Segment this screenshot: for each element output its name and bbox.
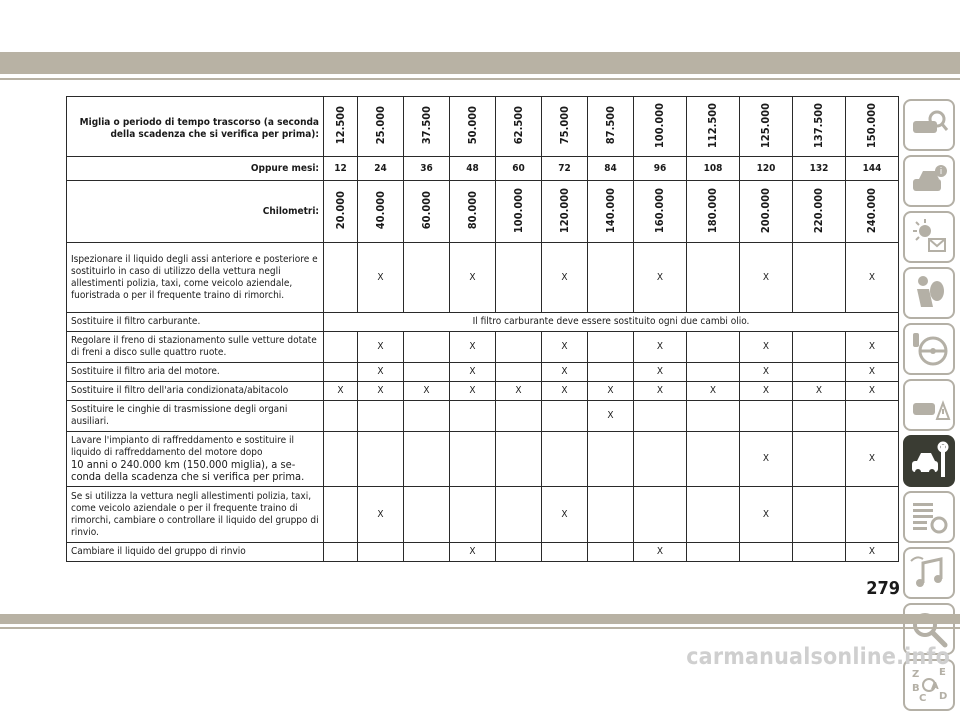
interval-mark (324, 401, 358, 432)
months-cell: 60 (496, 157, 542, 181)
interval-mark (404, 363, 450, 382)
km-cell: 220.000 (793, 181, 846, 243)
interval-mark (324, 487, 358, 543)
chapter-tab[interactable] (903, 491, 955, 543)
interval-mark (687, 243, 740, 313)
interval-mark: X (634, 543, 687, 562)
interval-mark: X (846, 243, 899, 313)
interval-mark (496, 543, 542, 562)
interval-mark: X (846, 543, 899, 562)
miles-cell: 112.500 (687, 97, 740, 157)
miles-cell: 12.500 (324, 97, 358, 157)
interval-mark (634, 487, 687, 543)
miles-cell: 150.000 (846, 97, 899, 157)
interval-mark (358, 401, 404, 432)
service-description: Sostituire le cinghie di trasmissione degli organi ausiliari. (67, 401, 324, 432)
interval-mark (588, 363, 634, 382)
interval-mark (740, 401, 793, 432)
interval-mark (793, 332, 846, 363)
km-cell: 200.000 (740, 181, 793, 243)
interval-mark: X (542, 382, 588, 401)
svg-text:C: C (919, 693, 927, 704)
interval-mark: X (740, 363, 793, 382)
maintenance-schedule-table (66, 96, 899, 562)
months-cell: 36 (404, 157, 450, 181)
service-description: Cambiare il liquido del gruppo di rinvio (67, 543, 324, 562)
interval-mark (588, 487, 634, 543)
svg-text:i: i (939, 167, 943, 177)
chapter-tab[interactable] (903, 211, 955, 263)
interval-mark (687, 487, 740, 543)
miles-header-label: Miglia o periodo di tempo trascorso (a seconda della scadenza che si verifica per prima): (67, 97, 324, 157)
service-description: Se si utilizza la vettura negli allestimenti polizia, taxi, come veicolo aziendale o per il frequente traino di rimorchi, cambiare o controllare il liquido del gruppo di rinvio. (67, 487, 324, 543)
interval-mark (687, 543, 740, 562)
footer-band (0, 614, 960, 624)
km-cell: 60.000 (404, 181, 450, 243)
svg-text:Z: Z (912, 669, 920, 680)
schedule-row (67, 401, 899, 432)
interval-mark (404, 543, 450, 562)
interval-mark: X (740, 382, 793, 401)
months-header-label: Oppure mesi: (67, 157, 324, 181)
interval-mark (793, 487, 846, 543)
interval-mark (588, 543, 634, 562)
miles-cell: 25.000 (358, 97, 404, 157)
interval-mark (687, 432, 740, 487)
miles-cell: 62.500 (496, 97, 542, 157)
chapter-tab[interactable] (903, 267, 955, 319)
interval-mark (740, 543, 793, 562)
km-cell: 40.000 (358, 181, 404, 243)
interval-mark (358, 543, 404, 562)
interval-mark (588, 332, 634, 363)
chapter-tab[interactable] (903, 547, 955, 599)
interval-mark: X (740, 243, 793, 313)
schedule-row (67, 363, 899, 382)
miles-cell: 37.500 (404, 97, 450, 157)
schedule-row (67, 313, 899, 332)
interval-mark: X (588, 382, 634, 401)
interval-mark: X (358, 332, 404, 363)
km-header-label: Chilometri: (67, 181, 324, 243)
km-cell: 180.000 (687, 181, 740, 243)
interval-mark: X (542, 243, 588, 313)
interval-mark (687, 332, 740, 363)
schedule-row (67, 243, 899, 313)
header-rule (0, 78, 960, 80)
chapter-tab[interactable] (903, 99, 955, 151)
interval-mark: X (450, 543, 496, 562)
interval-mark: X (846, 332, 899, 363)
interval-mark (324, 432, 358, 487)
interval-mark: X (358, 363, 404, 382)
interval-mark (588, 432, 634, 487)
multimedia-music-icon (909, 553, 949, 593)
months-cell: 120 (740, 157, 793, 181)
months-header-row (67, 157, 899, 181)
watermark: carmanualsonline.info (686, 644, 950, 670)
interval-mark (450, 401, 496, 432)
interval-mark (450, 432, 496, 487)
interval-mark (496, 487, 542, 543)
interval-mark (542, 543, 588, 562)
service-description: Sostituire il filtro carburante. (67, 313, 324, 332)
interval-mark (793, 432, 846, 487)
service-description: Regolare il freno di stazionamento sulle vetture dotate di freni a disco sulle quattro ruote. (67, 332, 324, 363)
interval-mark (496, 432, 542, 487)
service-description: Sostituire il filtro dell'aria condizionata/abitacolo (67, 382, 324, 401)
svg-text:B: B (912, 683, 920, 694)
header-band (0, 52, 960, 74)
km-cell: 100.000 (496, 181, 542, 243)
interval-mark: X (404, 382, 450, 401)
interval-mark (846, 401, 899, 432)
interval-mark (496, 332, 542, 363)
schedule-row (67, 543, 899, 562)
description-line: Lavare l'impianto di raffreddamento e sostituire il liquido di raffreddamento del motore dopo (71, 435, 294, 459)
interval-mark (496, 363, 542, 382)
chapter-tab[interactable] (903, 379, 955, 431)
interval-mark (542, 432, 588, 487)
miles-header-row (67, 97, 899, 157)
interval-mark: X (542, 487, 588, 543)
months-cell: 108 (687, 157, 740, 181)
interval-mark (450, 487, 496, 543)
interval-mark: X (542, 363, 588, 382)
miles-cell: 100.000 (634, 97, 687, 157)
interval-mark (793, 401, 846, 432)
interval-mark: X (450, 382, 496, 401)
km-cell: 80.000 (450, 181, 496, 243)
interval-mark: X (324, 382, 358, 401)
service-description (67, 432, 324, 487)
km-cell: 20.000 (324, 181, 358, 243)
interval-mark: X (358, 382, 404, 401)
miles-cell: 50.000 (450, 97, 496, 157)
interval-mark: X (687, 382, 740, 401)
interval-mark: X (588, 401, 634, 432)
chapter-tab[interactable] (903, 155, 955, 207)
car-wrench-icon (909, 441, 949, 481)
interval-mark: X (846, 432, 899, 487)
interval-mark: X (450, 243, 496, 313)
interval-mark: X (634, 382, 687, 401)
interval-mark: X (846, 363, 899, 382)
km-header-row (67, 181, 899, 243)
interval-mark: X (496, 382, 542, 401)
description-line: 10 anni o 240.000 km (150.000 miglia), a seconda della scadenza che si verifica per prima. (71, 458, 305, 484)
interval-mark: X (634, 363, 687, 382)
interval-mark: X (793, 382, 846, 401)
interval-mark (324, 543, 358, 562)
interval-mark (793, 363, 846, 382)
alphabet-index-icon (909, 665, 949, 705)
interval-mark (404, 243, 450, 313)
interval-mark: X (450, 332, 496, 363)
months-cell: 96 (634, 157, 687, 181)
km-cell: 140.000 (588, 181, 634, 243)
service-description: Sostituire il filtro aria del motore. (67, 363, 324, 382)
interval-mark (404, 401, 450, 432)
miles-cell: 125.000 (740, 97, 793, 157)
km-cell: 240.000 (846, 181, 899, 243)
interval-mark (687, 401, 740, 432)
interval-mark (496, 401, 542, 432)
months-cell: 84 (588, 157, 634, 181)
miles-cell: 75.000 (542, 97, 588, 157)
miles-cell: 87.500 (588, 97, 634, 157)
interval-mark (404, 332, 450, 363)
interval-mark (324, 363, 358, 382)
months-cell: 48 (450, 157, 496, 181)
months-cell: 24 (358, 157, 404, 181)
schedule-row (67, 432, 899, 487)
car-warning-triangle-icon (909, 385, 949, 425)
interval-mark: X (450, 363, 496, 382)
months-cell: 12 (324, 157, 358, 181)
interval-mark: X (634, 332, 687, 363)
months-cell: 72 (542, 157, 588, 181)
svg-text:A: A (931, 681, 939, 692)
service-description: Ispezionare il liquido degli assi anteriore e posteriore e sostituirlo in caso di utilizzo della vettura negli allestimenti polizia, taxi, come veicolo aziendale, fuoristrada o per il frequente traino di rimorchi. (67, 243, 324, 313)
months-cell: 132 (793, 157, 846, 181)
interval-mark: X (740, 332, 793, 363)
interval-mark (496, 243, 542, 313)
interval-mark (404, 432, 450, 487)
interval-mark: X (740, 487, 793, 543)
interval-mark (324, 243, 358, 313)
page-number: 279 (866, 578, 900, 599)
interval-mark (542, 401, 588, 432)
car-magnifier-icon (909, 105, 949, 145)
interval-mark (846, 487, 899, 543)
interval-mark (634, 401, 687, 432)
steering-wheel-icon (909, 329, 949, 369)
schedule-row (67, 332, 899, 363)
interval-mark: X (846, 382, 899, 401)
chapter-tab[interactable] (903, 323, 955, 375)
km-cell: 160.000 (634, 181, 687, 243)
interval-mark (687, 363, 740, 382)
interval-mark: X (740, 432, 793, 487)
svg-text:E: E (939, 667, 946, 678)
svg-text:D: D (939, 691, 948, 702)
specs-gear-icon (909, 497, 949, 537)
fuel-filter-note: Il filtro carburante deve essere sostituito ogni due cambi olio. (324, 313, 899, 332)
months-cell: 144 (846, 157, 899, 181)
schedule-row (67, 382, 899, 401)
airbag-person-icon (909, 273, 949, 313)
interval-mark (324, 332, 358, 363)
interval-mark: X (358, 487, 404, 543)
interval-mark (793, 243, 846, 313)
warning-light-icon (909, 217, 949, 257)
interval-mark (793, 543, 846, 562)
interval-mark (358, 432, 404, 487)
footer-rule (0, 627, 960, 629)
interval-mark: X (634, 243, 687, 313)
car-info-icon (909, 161, 949, 201)
interval-mark (404, 487, 450, 543)
chapter-tab[interactable] (903, 435, 955, 487)
interval-mark (634, 432, 687, 487)
schedule-row (67, 487, 899, 543)
interval-mark (588, 243, 634, 313)
miles-cell: 137.500 (793, 97, 846, 157)
interval-mark: X (358, 243, 404, 313)
interval-mark: X (542, 332, 588, 363)
km-cell: 120.000 (542, 181, 588, 243)
